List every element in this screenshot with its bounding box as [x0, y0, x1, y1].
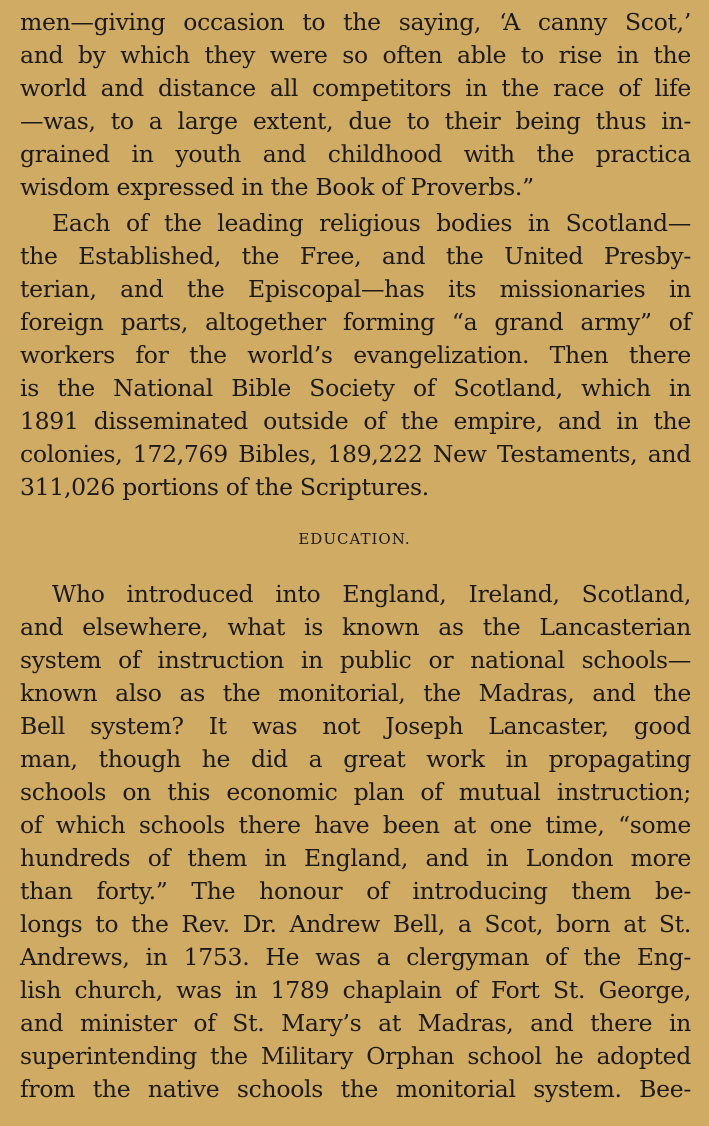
text-line: foreign parts, altogether forming “a grand army” of [20, 308, 691, 336]
text-line: grained in youth and childhood with the practica [20, 140, 691, 168]
paragraph-1 [20, 6, 691, 204]
paragraph-2 [20, 207, 691, 504]
text-line: and by which they were so often able to rise in the [20, 41, 691, 69]
text-line: hundreds of them in England, and in London more [20, 844, 691, 872]
text-line: man, though he did a great work in propagating [20, 745, 691, 773]
text-line: of which schools there have been at one time, “some [20, 811, 691, 839]
text-line: 1891 disseminated outside of the empire, and in the [20, 407, 691, 435]
section-heading: EDUCATION. [298, 530, 411, 548]
text-line: lish church, was in 1789 chaplain of Fort St. George, [20, 976, 691, 1004]
text-line: than forty.” The honour of introducing them be- [20, 877, 691, 905]
text-line: Who introduced into England, Ireland, Scotland, [52, 580, 691, 608]
text-line: and elsewhere, what is known as the Lancasterian [20, 613, 691, 641]
text-line: terian, and the Episcopal—has its missionaries in [20, 275, 691, 303]
text-line: Each of the leading religious bodies in Scotland— [52, 209, 691, 237]
text-line: superintending the Military Orphan school he adopted [20, 1042, 691, 1070]
paragraph-3 [20, 578, 691, 1106]
text-line: world and distance all competitors in the race of life [20, 74, 691, 102]
text-line: the Established, the Free, and the United Presby- [20, 242, 691, 270]
text-line: 311,026 portions of the Scriptures. [20, 473, 429, 501]
text-line: known also as the monitorial, the Madras, and the [20, 679, 691, 707]
text-line: colonies, 172,769 Bibles, 189,222 New Testaments, and [20, 440, 691, 468]
text-line: workers for the world’s evangelization. Then there [20, 341, 691, 369]
text-line: Bell system? It was not Joseph Lancaster, good [20, 712, 691, 740]
text-line: schools on this economic plan of mutual instruction; [20, 778, 691, 806]
text-line: men—giving occasion to the saying, ‘A canny Scot,’ [20, 8, 691, 36]
text-line: from the native schools the monitorial system. Bee- [20, 1075, 691, 1103]
text-line: and minister of St. Mary’s at Madras, and there in [20, 1009, 691, 1037]
text-line: system of instruction in public or national schools— [20, 646, 691, 674]
text-line: longs to the Rev. Dr. Andrew Bell, a Scot, born at St. [20, 910, 691, 938]
text-line: —was, to a large extent, due to their being thus in- [20, 107, 691, 135]
text-line: is the National Bible Society of Scotland, which in [20, 374, 691, 402]
text-line: wisdom expressed in the Book of Proverbs.” [20, 173, 534, 201]
text-line: Andrews, in 1753. He was a clergyman of the Eng- [20, 943, 691, 971]
